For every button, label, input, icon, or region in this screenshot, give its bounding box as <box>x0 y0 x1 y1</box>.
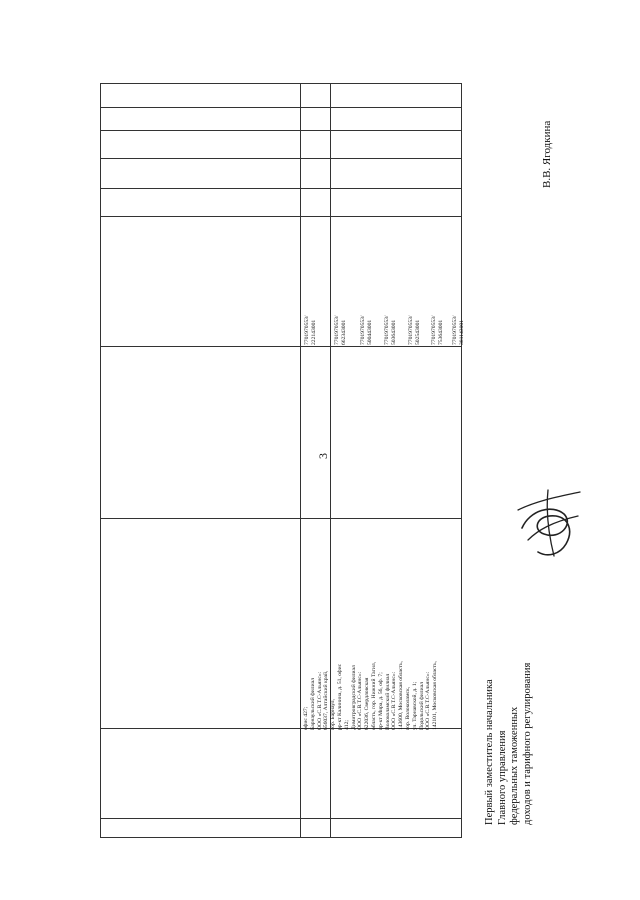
table-column-divider <box>100 107 462 108</box>
table-column-divider <box>100 216 462 217</box>
table-column-divider <box>100 818 462 819</box>
page-number: 3 <box>316 453 330 459</box>
signatory-title: Первый заместитель начальника Главного управления федеральных таможенных доходов и тарифного регулирования <box>484 662 533 825</box>
table-column-divider <box>100 130 462 131</box>
code-cell-1: 7701970553/ 222143001 <box>304 315 317 345</box>
code-cell-4: 7701970553/ 503643001 <box>384 315 397 345</box>
table-row-divider <box>300 83 301 838</box>
code-cell-3: 7701970553/ 500443001 <box>360 315 373 345</box>
signatory-name: В.В. Ягодкина <box>541 120 553 188</box>
code-cell-6: 7701970553/ 753643001 <box>431 315 444 345</box>
table-column-divider <box>100 188 462 189</box>
code-cell-5: 7701970553/ 502543001 <box>408 315 421 345</box>
branches-cell: офис 427; Барнаульский филиал ООО «С.В.Т.С-Альянс»: 656037, Алтайский край, гор. Барнаул, pр-кт Калинина, д. 51, офис 412; Димитровградский филиал ООО «С.В.Т.С-Альянс»: 622036, Свердловская область, гор. Нижний Тагил, пр-кт Мира, д. 56, оф. 7; Волоколамский филиал ООО «С.В.Т.С-Альянс»: 143600, Московская область, гор. Волоколамск, ул. Тарнавской, д. 1; Подольский филиал ООО «С.В.Т.С-Альянс»: 142101, Московская область, <box>303 661 438 730</box>
code-cell-7: 7701970553/ 381143001 <box>452 315 465 345</box>
table-column-divider <box>100 158 462 159</box>
code-cell-2: 7701970553/ 662343001 <box>334 315 347 345</box>
signature-image <box>508 470 588 570</box>
